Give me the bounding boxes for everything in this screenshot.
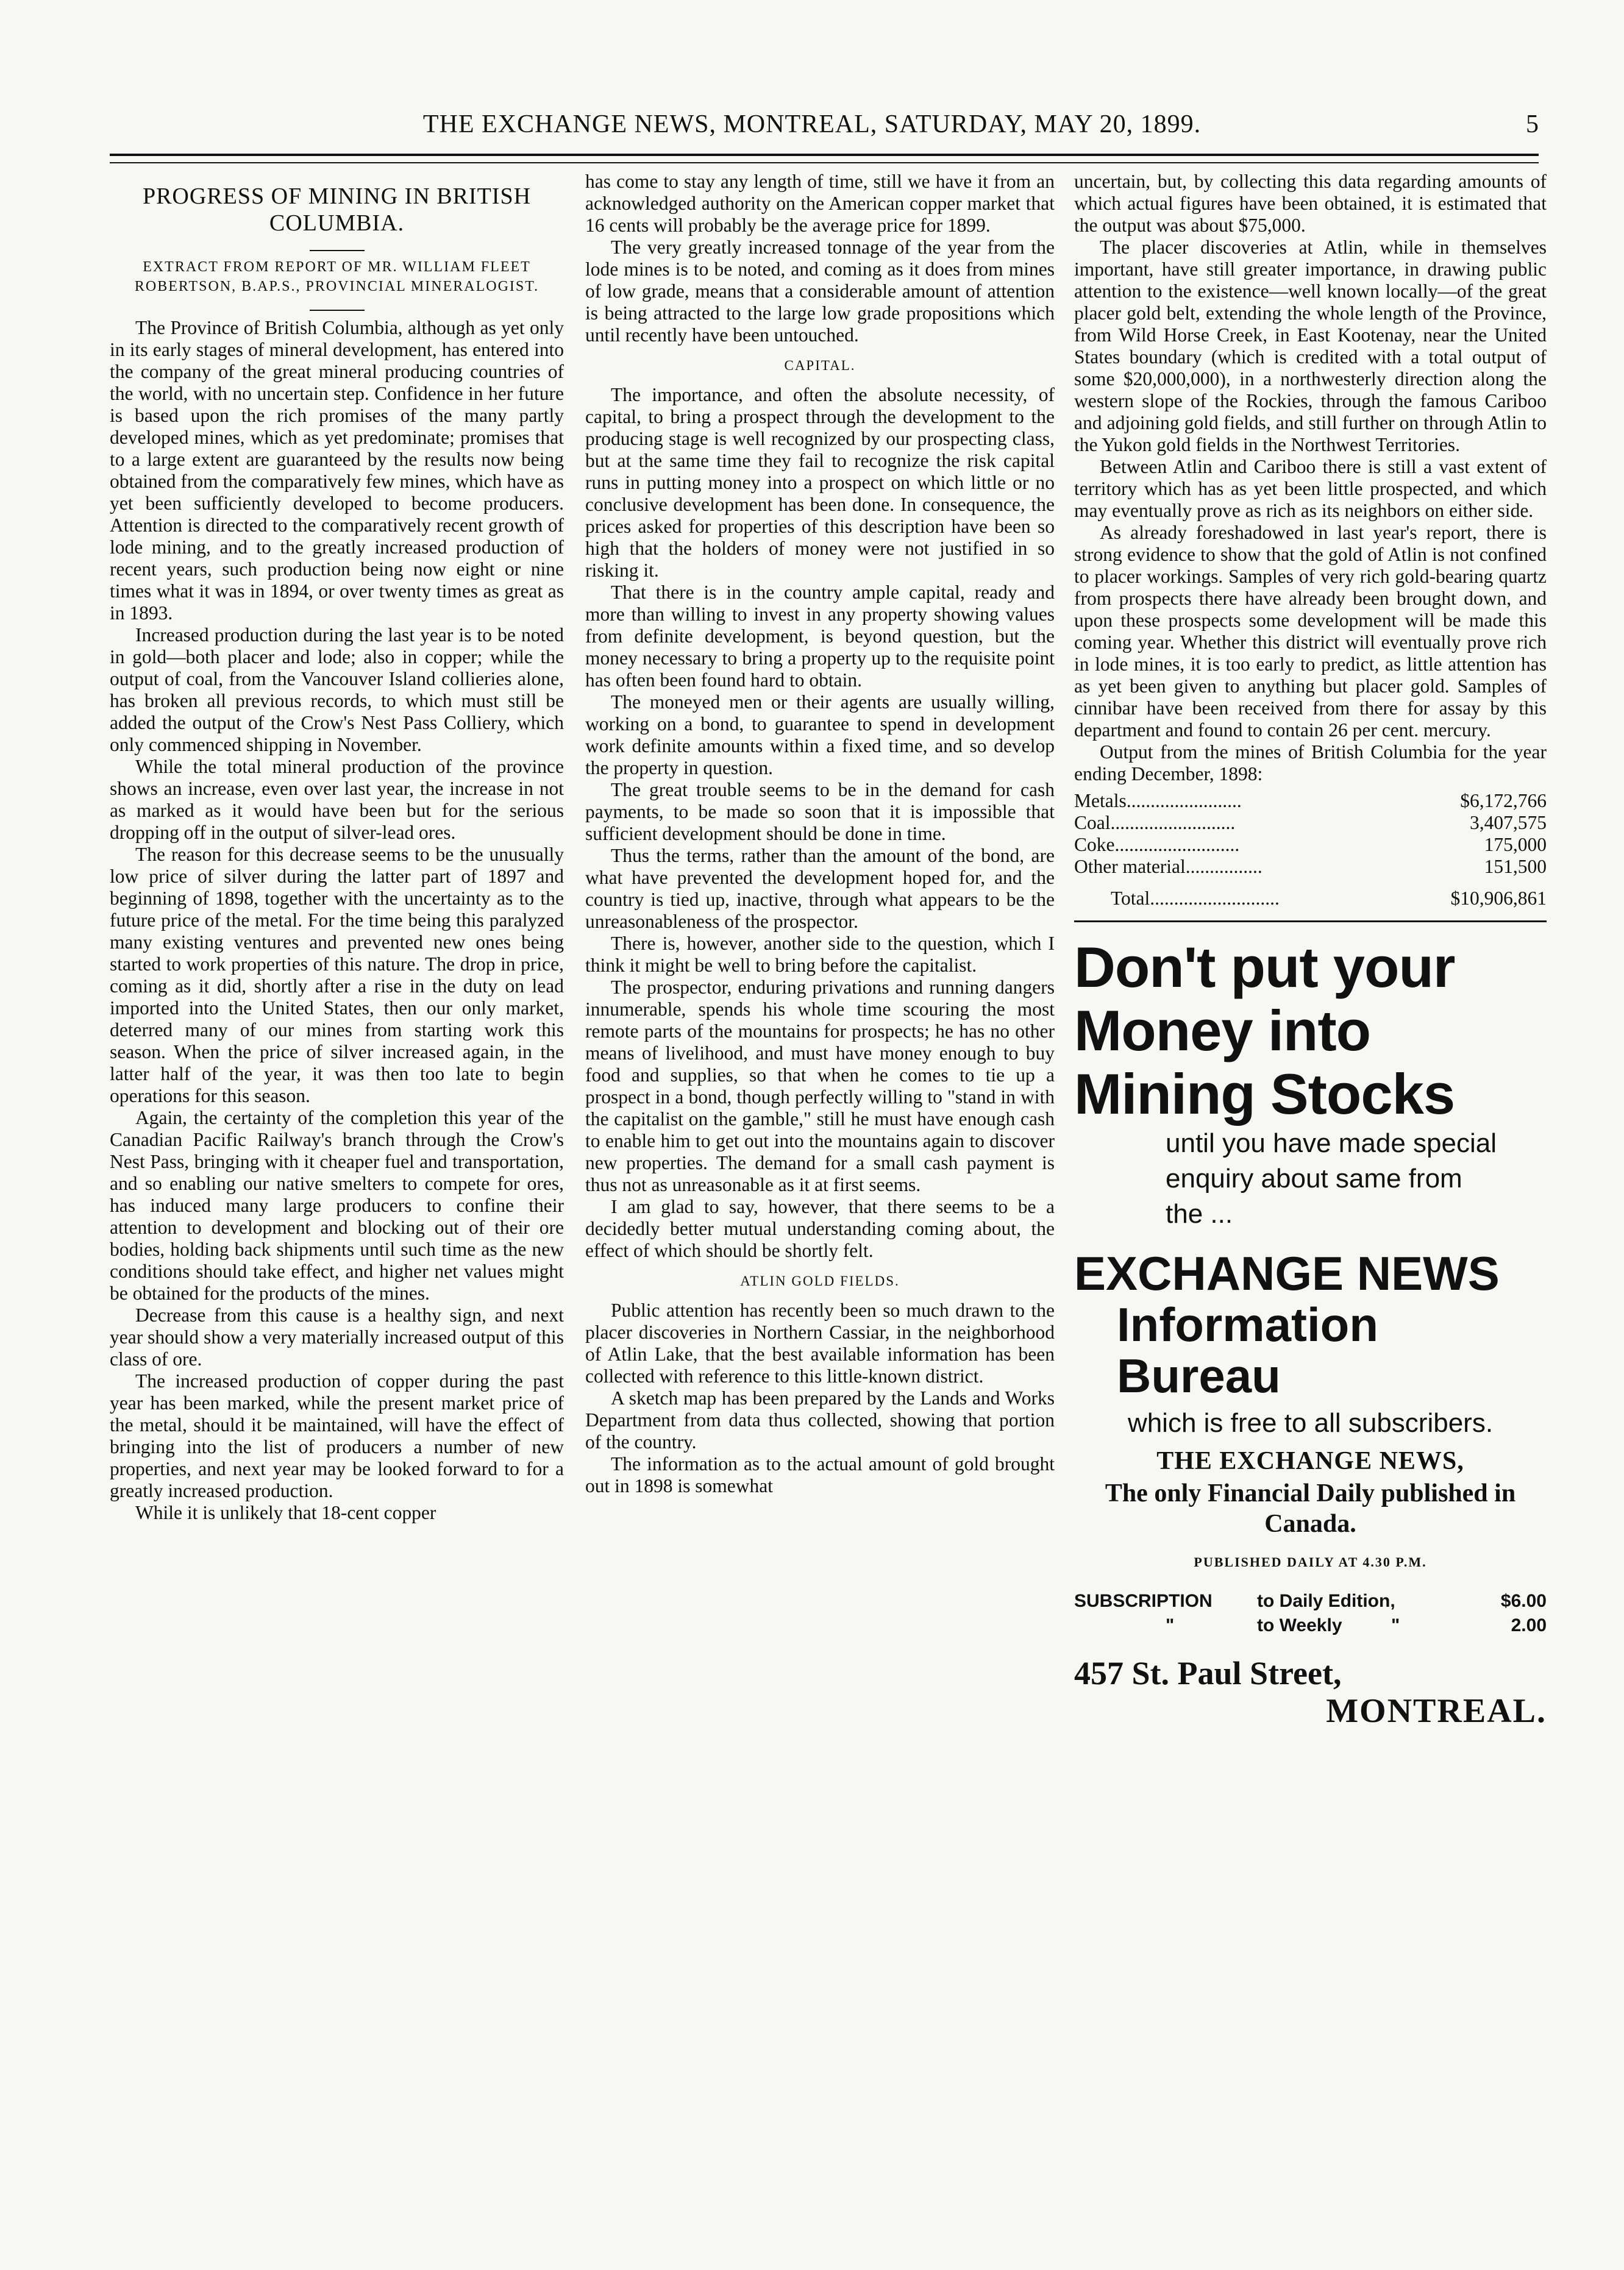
ad-tagline: The only Financial Daily published in Canada.	[1105, 1479, 1516, 1538]
advertisement	[1074, 935, 1547, 1730]
ad-free-line: which is free to all subscribers.	[1127, 1408, 1494, 1438]
subscription-label: SUBSCRIPTION	[1074, 1591, 1213, 1611]
paragraph: The prospector, enduring privations and running dangers innumerable, spends his whole time scouring the most remote parts of the mountains for prospects; he has no other means of livelihood, and must have money enough to buy food and supplies, so that when he comes to tie up a prospect in a bond, though perfectly willing to "stand in with the capitalist on the gamble," still he must have enough cash to enable him to get out into the mountains again to discover new properties. The demand for a small cash payment is thus not as unreasonable as it at first seems.	[585, 977, 1055, 1195]
ad-city: MONTREAL.	[1326, 1692, 1547, 1730]
table-cell-value: $6,172,766	[1460, 790, 1547, 811]
paragraph: The placer discoveries at Atlin, while in themselves important, have still greater importance, in drawing public attention to the existence—well known locally—of the great placer gold belt, extending the whole length of the Province, from Wild Horse Creek, in East Kootenay, near the United States boundary (which is credited with a total output of some $20,000,000), in a northwesterly direction along the western slope of the Rockies, through the famous Cariboo and adjoining gold fields, and still further on through Atlin to the Yukon gold fields in the Northwest Territories.	[1074, 237, 1547, 455]
table-cell-value: $10,906,861	[1450, 888, 1547, 909]
ad-subtext: the ...	[1166, 1199, 1233, 1229]
column-1	[110, 171, 564, 2203]
paragraph: The Province of British Columbia, although as yet only in its early stages of mineral development, has entered into the company of the great mineral producing countries of the world, with no uncertain step. Confidence in her future is based upon the rich promises of the many partly developed mines, which as yet predominate; promises that to a large extent are guaranteed by the results now being obtained from the comparatively few mines, which have as yet been sufficiently developed to become producers. Attention is directed to the comparatively recent growth of lode mining, and to the greatly increased production of recent years, such production being now eight or nine times what it was in 1894, or over twenty times as great as in 1893.	[110, 317, 564, 624]
paragraph: While it is unlikely that 18-cent copper	[135, 1502, 436, 1523]
article-subhead: EXTRACT FROM REPORT OF MR. WILLIAM FLEET ROBERTSON, B.AP.S., PROVINCIAL MINERALOGIST.	[134, 259, 540, 294]
paragraph: Increased production during the last year is to be noted in gold—both placer and lode; also in copper; while the output of coal, from the Vancouver Island collieries alone, has broken all previous records, to which must still be added the output of the Crow's Nest Pass Colliery, which only commenced shipping in November.	[110, 624, 564, 755]
ad-subtext: enquiry about same from	[1166, 1164, 1462, 1194]
paragraph: That there is in the country ample capital, ready and more than willing to invest in any property showing values from definite development, is beyond question, but the money necessary to bring a property up to the requisite point has often been found hard to obtain.	[585, 582, 1055, 691]
table-row	[1074, 856, 1547, 878]
paragraph: has come to stay any length of time, still we have it from an acknowledged authority on the American copper market that 16 cents will probably be the average price for 1899.	[585, 171, 1055, 236]
table-cell-label: Metals........................	[1074, 790, 1242, 811]
paragraph: The reason for this decrease seems to be the unusually low price of silver during the latter part of 1897 and beginning of 1898, together with the uncertainty as to the future price of the metal. For the time being this paralyzed many existing ventures and prevented new ones being started to work properties of this nature. The drop in price, coming as it did, shortly after a rise in the duty on lead imported into the United States, then our only market, deterred many of our mines from starting work this season. When the price of silver increased again, in the latter half of the year, it was then too late to begin operations for this season.	[110, 844, 564, 1106]
divider	[310, 250, 365, 251]
paragraph: A sketch map has been prepared by the Lands and Works Department from data thus collected, showing that portion of the country.	[585, 1387, 1055, 1453]
table-cell-label: Coke..........................	[1074, 834, 1240, 855]
subscription-daily: to Daily Edition,	[1257, 1591, 1395, 1611]
table-cell-label: Other material................	[1074, 856, 1263, 877]
subscription-weekly: to Weekly	[1257, 1615, 1342, 1635]
ad-headline: Don't put your	[1074, 935, 1455, 999]
paragraph: The moneyed men or their agents are usually willing, working on a bond, to guarantee to spend in development work definite amounts within a fixed time, and so develop the property in question.	[585, 691, 1055, 778]
subscription-row	[1074, 1614, 1547, 1638]
table-row	[1074, 812, 1547, 834]
article-title: PROGRESS OF MINING IN BRITISH COLUMBIA.	[142, 183, 532, 236]
ad-subtext: until you have made special	[1166, 1128, 1497, 1158]
table-cell-value: 151,500	[1484, 856, 1547, 877]
ad-bureau-line: Information Bureau	[1117, 1298, 1378, 1403]
ad-address: 457 St. Paul Street,	[1074, 1655, 1342, 1692]
divider	[1074, 920, 1547, 922]
table-cell-label: Total...........................	[1111, 888, 1280, 909]
paragraph: The importance, and often the absolute necessity, of capital, to bring a prospect through the development to the producing stage is well recognized by our prospecting class, but at the same time they fail to recognize the risk capital runs in putting money into a prospect on which little or no conclusive development has been done. In consequence, the prices asked for properties of this description have been so high that the holders of money were not justified in so risking it.	[585, 384, 1055, 581]
page-number: 5	[1526, 110, 1539, 138]
paragraph: There is, however, another side to the question, which I think it might be well to bring before the capitalist.	[585, 933, 1055, 976]
ad-published: PUBLISHED DAILY AT 4.30 P.M.	[1194, 1554, 1427, 1570]
masthead-title: THE EXCHANGE NEWS, MONTREAL, SATURDAY, MAY 20, 1899.	[422, 110, 1202, 138]
paragraph: As already foreshadowed in last year's report, there is strong evidence to show that the gold of Atlin is not confined to placer workings. Samples of very rich gold-bearing quartz from prospects there have already been brought down, and upon these prospects some development will be made this coming year. Whether this district will eventually prove rich in lode mines, it is too early to predict, as little attention has as yet been given to anything but placer gold. Samples of cinnibar have been received from there for assay by this department and found to contain 26 per cent. mercury.	[1074, 522, 1547, 741]
paragraph: The increased production of copper during the past year has been marked, while the present market price of the metal, should it be maintained, will have the effect of bringing into the list of producers a number of new properties, and next year may be looked forward to for a greatly increased production.	[110, 1370, 564, 1501]
paragraph: Public attention has recently been so much drawn to the placer discoveries in Northern Cassiar, in the neighborhood of Atlin Lake, that the best available information has been collected with reference to this little-known district.	[585, 1300, 1055, 1387]
paragraph: I am glad to say, however, that there seems to be a decidedly better mutual understanding coming about, the effect of which should be shortly felt.	[585, 1196, 1055, 1261]
masthead-rule-thin	[110, 162, 1539, 163]
ad-bureau-line: EXCHANGE NEWS	[1074, 1247, 1500, 1300]
subscription-weekly-price: 2.00	[1511, 1615, 1547, 1635]
masthead	[85, 110, 1539, 152]
paragraph: Between Atlin and Cariboo there is still a vast extent of territory which has as yet been little prospected, and which may eventually prove as rich as its neighbors on either side.	[1074, 456, 1547, 521]
table-cell-label: Coal..........................	[1074, 812, 1236, 833]
column-3	[1074, 171, 1547, 2203]
divider	[310, 310, 365, 311]
paragraph: The information as to the actual amount of gold brought out in 1898 is somewhat	[585, 1453, 1055, 1496]
table-row	[1074, 834, 1547, 856]
ad-subscription	[1074, 1589, 1547, 1638]
ad-headline: Money into	[1074, 998, 1371, 1062]
subscription-row	[1074, 1589, 1547, 1614]
paragraph: Again, the certainty of the completion this year of the Canadian Pacific Railway's branch through the Crow's Nest Pass, bringing with it cheaper fuel and transportation, and so enabling our native smelters to compete for ores, has induced many large producers to confine their attention to development and blocking out of their ore bodies, holding back shipments until such time as the new conditions should take effect, and higher net values might be obtained for the products of the mines.	[110, 1107, 564, 1304]
table-row-total	[1074, 878, 1547, 909]
subscription-daily-price: $6.00	[1500, 1591, 1547, 1611]
paragraph: The very greatly increased tonnage of the year from the lode mines is to be noted, and coming as it does from mines of low grade, means that a considerable amount of attention is being attracted to the large low grade propositions which until recently have been untouched.	[585, 237, 1055, 346]
ad-bureau-name	[1074, 1248, 1547, 1401]
section-heading-atlin: ATLIN GOLD FIELDS.	[740, 1273, 900, 1289]
paragraph: While the total mineral production of the province shows an increase, even over last year, the increase in not as marked as it would have been but for the serious dropping off in the output of silver-lead ores.	[110, 756, 564, 843]
table-row	[1074, 790, 1547, 812]
output-table	[1074, 790, 1547, 909]
ad-paper-name: THE EXCHANGE NEWS,	[1156, 1447, 1464, 1475]
ditto-mark: "	[1166, 1615, 1175, 1635]
masthead-rule	[110, 154, 1539, 156]
paragraph: Thus the terms, rather than the amount of the bond, are what have prevented the development hoped for, and the country is tied up, inactive, through what appears to be the unreasonableness of the prospector.	[585, 845, 1055, 932]
column-2	[585, 171, 1055, 2203]
paragraph: Decrease from this cause is a healthy sign, and next year should show a very materially increased output of this class of ore.	[110, 1304, 564, 1370]
paragraph: Output from the mines of British Columbia for the year ending December, 1898:	[1074, 741, 1547, 785]
section-heading-capital: CAPITAL.	[784, 358, 856, 373]
paragraph: The great trouble seems to be in the demand for cash payments, to be made so soon that it is impossible that sufficient development should be done in time.	[585, 779, 1055, 844]
paragraph: uncertain, but, by collecting this data regarding amounts of which actual figures have been obtained, it is estimated that the output was about $75,000.	[1074, 171, 1547, 236]
table-cell-value: 175,000	[1484, 834, 1547, 855]
ditto-mark: "	[1391, 1615, 1400, 1635]
table-cell-value: 3,407,575	[1470, 812, 1547, 833]
ad-headline: Mining Stocks	[1074, 1062, 1455, 1126]
